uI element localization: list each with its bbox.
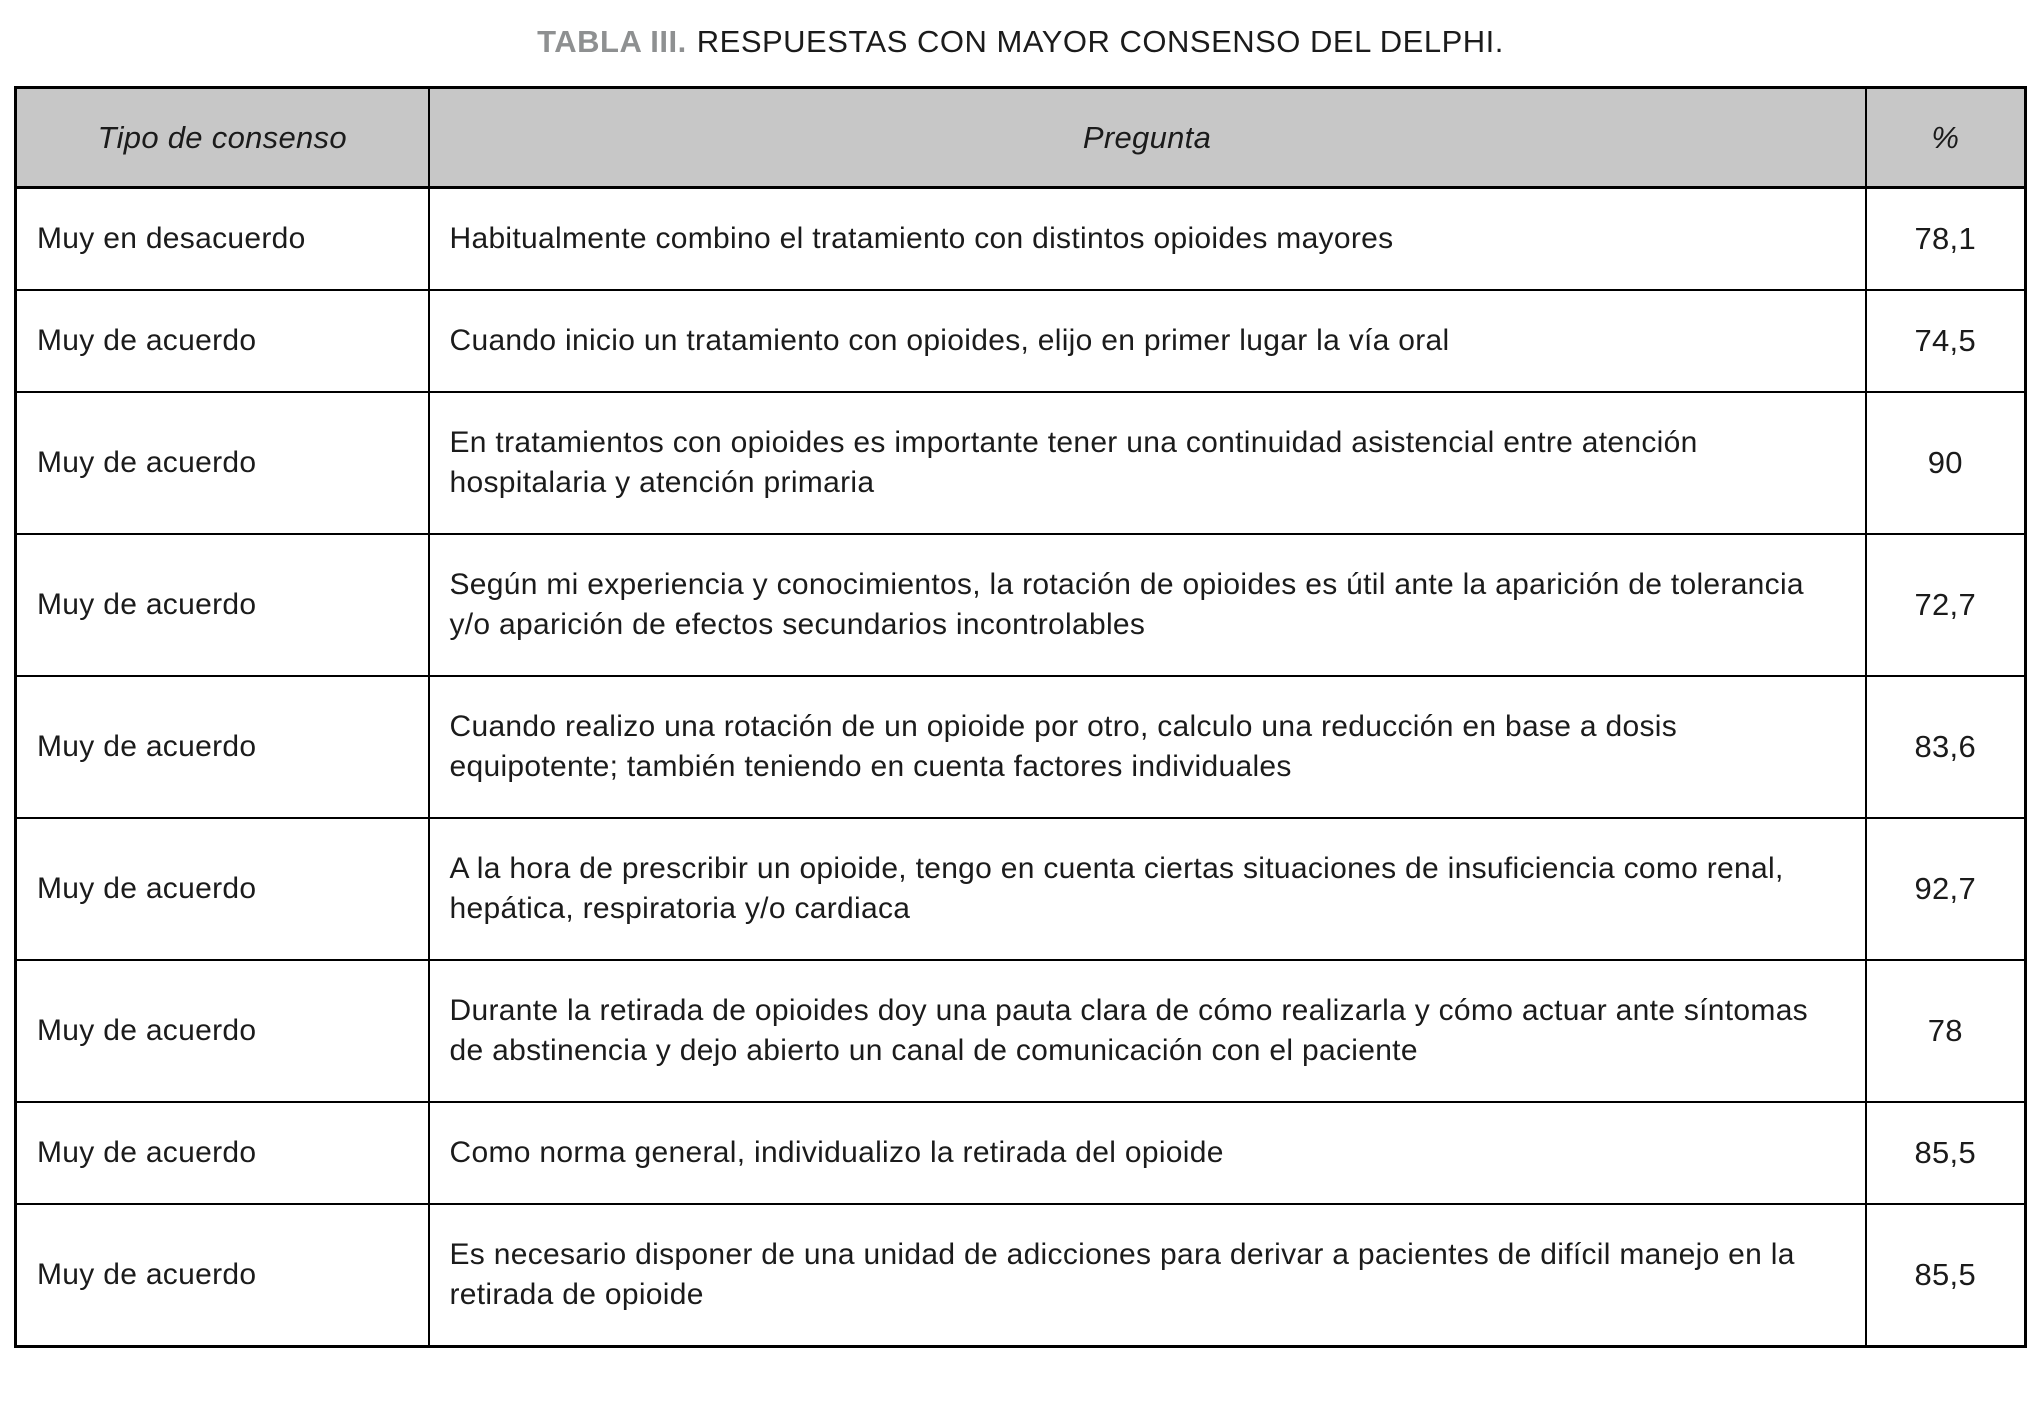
cell-tipo-de-consenso: Muy de acuerdo (16, 1102, 429, 1204)
consensus-table (14, 86, 2027, 1348)
table-row (16, 188, 2026, 291)
cell-pregunta: Durante la retirada de opioides doy una pauta clara de cómo realizarla y cómo actuar ante síntomas de abstinencia y dejo abierto un canal de comunicación con el paciente (429, 960, 1866, 1102)
cell-percentage: 74,5 (1866, 290, 2026, 392)
table-row (16, 1204, 2026, 1347)
table-row (16, 676, 2026, 818)
table-row (16, 534, 2026, 676)
cell-tipo-de-consenso: Muy de acuerdo (16, 960, 429, 1102)
cell-percentage: 72,7 (1866, 534, 2026, 676)
cell-percentage: 83,6 (1866, 676, 2026, 818)
cell-tipo-de-consenso: Muy de acuerdo (16, 818, 429, 960)
cell-percentage: 92,7 (1866, 818, 2026, 960)
cell-pregunta: Habitualmente combino el tratamiento con distintos opioides mayores (429, 188, 1866, 291)
column-header-percent: % (1866, 88, 2026, 188)
cell-pregunta: A la hora de prescribir un opioide, tengo en cuenta ciertas situaciones de insuficiencia como renal, hepática, respiratoria y/o cardiaca (429, 818, 1866, 960)
table-caption (14, 24, 2027, 60)
table-row (16, 960, 2026, 1102)
cell-tipo-de-consenso: Muy de acuerdo (16, 534, 429, 676)
cell-tipo-de-consenso: Muy de acuerdo (16, 392, 429, 534)
table-header-row (16, 88, 2026, 188)
cell-pregunta: Es necesario disponer de una unidad de adicciones para derivar a pacientes de difícil manejo en la retirada de opioide (429, 1204, 1866, 1347)
cell-tipo-de-consenso: Muy de acuerdo (16, 1204, 429, 1347)
cell-percentage: 78,1 (1866, 188, 2026, 291)
cell-pregunta: En tratamientos con opioides es importante tener una continuidad asistencial entre atención hospitalaria y atención primaria (429, 392, 1866, 534)
table-row (16, 1102, 2026, 1204)
cell-pregunta: Según mi experiencia y conocimientos, la rotación de opioides es útil ante la aparición de tolerancia y/o aparición de efectos secundarios incontrolables (429, 534, 1866, 676)
cell-tipo-de-consenso: Muy de acuerdo (16, 676, 429, 818)
cell-percentage: 78 (1866, 960, 2026, 1102)
table-caption-label: TABLA III. (537, 24, 687, 59)
column-header-pregunta: Pregunta (429, 88, 1866, 188)
column-header-tipo-de-consenso: Tipo de consenso (16, 88, 429, 188)
cell-pregunta: Cuando realizo una rotación de un opioide por otro, calculo una reducción en base a dosis equipotente; también teniendo en cuenta factores individuales (429, 676, 1866, 818)
table-caption-text: RESPUESTAS CON MAYOR CONSENSO DEL DELPHI. (696, 24, 1504, 59)
cell-pregunta: Como norma general, individualizo la retirada del opioide (429, 1102, 1866, 1204)
cell-percentage: 85,5 (1866, 1204, 2026, 1347)
cell-tipo-de-consenso: Muy de acuerdo (16, 290, 429, 392)
cell-pregunta: Cuando inicio un tratamiento con opioides, elijo en primer lugar la vía oral (429, 290, 1866, 392)
table-row (16, 290, 2026, 392)
cell-tipo-de-consenso: Muy en desacuerdo (16, 188, 429, 291)
table-row (16, 818, 2026, 960)
cell-percentage: 90 (1866, 392, 2026, 534)
table-row (16, 392, 2026, 534)
cell-percentage: 85,5 (1866, 1102, 2026, 1204)
